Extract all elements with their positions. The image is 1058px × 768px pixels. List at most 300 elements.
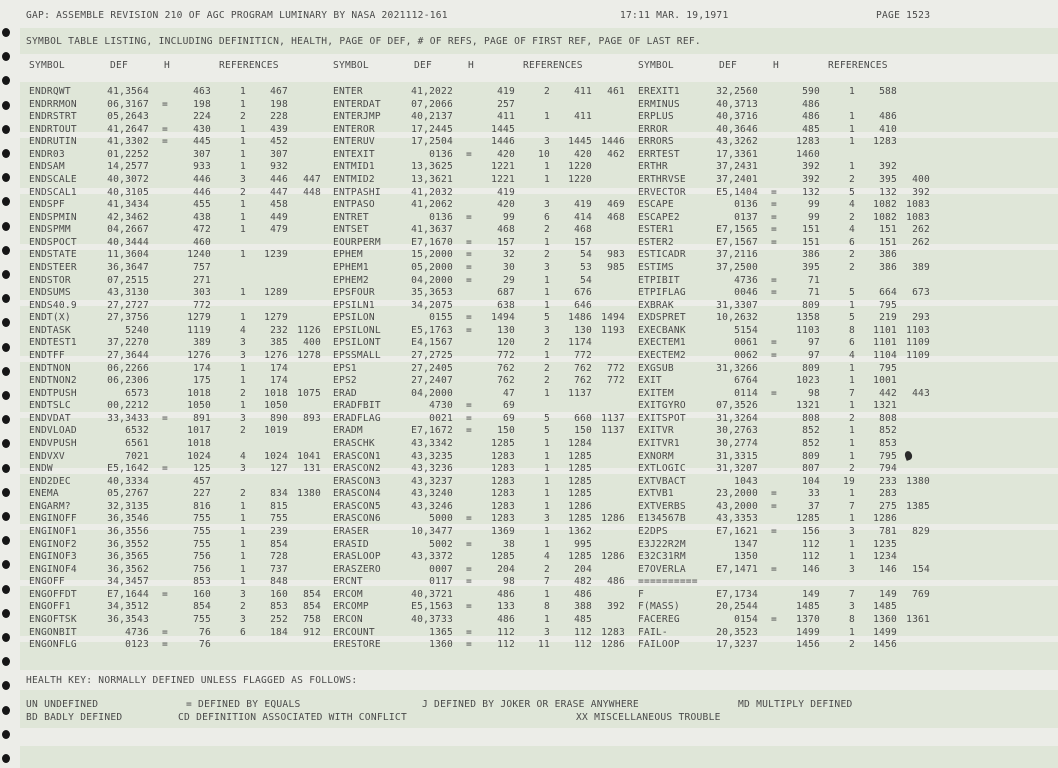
- cell-symbol: ENGINOF3: [29, 551, 77, 563]
- cell-page: 38: [503, 538, 515, 550]
- cell-first: 53: [580, 261, 592, 273]
- cell-first: 458: [270, 199, 288, 211]
- table-row: [0, 300, 1058, 312]
- cell-def: 05,2000: [411, 261, 453, 273]
- table-row: [0, 601, 1058, 613]
- cell-nrefs: 1: [240, 123, 246, 135]
- cell-nrefs: 2: [240, 425, 246, 437]
- cell-first: 795: [879, 362, 897, 374]
- cell-page: 307: [193, 148, 211, 160]
- cell-nrefs: 1: [240, 513, 246, 525]
- cell-symbol: E2DPS: [638, 525, 668, 537]
- cell-def: 0117: [429, 576, 453, 588]
- cell-nrefs: 1: [240, 312, 246, 324]
- cell-h: =: [771, 199, 777, 211]
- cell-last: 262: [912, 224, 930, 236]
- cell-h: =: [466, 211, 472, 223]
- column-header: REFERENCES: [523, 60, 583, 71]
- cell-page: 809: [802, 362, 820, 374]
- cell-first: 411: [574, 86, 592, 97]
- cell-nrefs: 19: [843, 475, 855, 487]
- cell-symbol: ESTER2: [638, 236, 674, 248]
- cell-symbol: ERCOM: [333, 588, 363, 600]
- cell-symbol: F(MASS): [638, 601, 680, 613]
- cell-first: 132: [879, 186, 897, 198]
- cell-symbol: EXITVR: [638, 425, 674, 437]
- cell-symbol: ENGOFF1: [29, 601, 71, 613]
- cell-page: 1446: [491, 136, 515, 148]
- cell-first: 1239: [264, 249, 288, 261]
- health-key-xx: XX MISCELLANEOUS TROUBLE: [576, 712, 721, 723]
- cell-first: 1174: [568, 337, 592, 349]
- cell-last: 262: [912, 236, 930, 248]
- cell-nrefs: 6: [849, 337, 855, 349]
- cell-nrefs: 1: [240, 551, 246, 563]
- cell-def: 36,3647: [107, 261, 149, 273]
- cell-def: E7,1734: [716, 588, 758, 600]
- cell-first: 395: [879, 173, 897, 185]
- cell-nrefs: 1: [849, 425, 855, 437]
- cell-first: 204: [574, 563, 592, 575]
- column-header: DEF: [719, 60, 737, 71]
- table-row: [0, 237, 1058, 249]
- cell-def: 37,2270: [107, 337, 149, 349]
- cell-first: 482: [574, 576, 592, 588]
- cell-last: 1286: [601, 513, 625, 525]
- cell-nrefs: 1: [240, 148, 246, 160]
- cell-nrefs: 7: [849, 500, 855, 512]
- cell-page: 125: [193, 463, 211, 475]
- column-header: H: [773, 60, 779, 71]
- cell-symbol: ERRORS: [638, 136, 674, 148]
- cell-page: 71: [808, 287, 820, 299]
- cell-symbol: EPSFOUR: [333, 287, 375, 299]
- cell-def: 31,3315: [716, 450, 758, 462]
- table-row: [0, 589, 1058, 601]
- cell-page: 687: [497, 287, 515, 299]
- cell-h: =: [466, 513, 472, 525]
- cell-page: 891: [193, 412, 211, 424]
- cell-page: 486: [802, 111, 820, 123]
- cell-symbol: ENDSPF: [29, 199, 65, 211]
- cell-page: 132: [802, 186, 820, 198]
- cell-page: 772: [497, 349, 515, 361]
- cell-last: 1278: [297, 349, 321, 361]
- cell-page: 1017: [187, 425, 211, 437]
- cell-nrefs: 1: [240, 525, 246, 537]
- cell-nrefs: 2: [240, 111, 246, 123]
- cell-nrefs: 1: [849, 136, 855, 148]
- table-row: [0, 124, 1058, 136]
- cell-last: 1126: [297, 324, 321, 336]
- cell-def: 37,2116: [716, 249, 758, 261]
- cell-first: 1234: [873, 551, 897, 563]
- cell-page: 1285: [491, 551, 515, 563]
- cell-nrefs: 7: [849, 387, 855, 399]
- cell-def: 43,3246: [411, 500, 453, 512]
- cell-nrefs: 1: [544, 588, 550, 600]
- cell-last: 983: [607, 249, 625, 261]
- cell-symbol: ESCAPE: [638, 199, 674, 211]
- cell-symbol: ENDSTATE: [29, 249, 77, 261]
- cell-first: 1276: [264, 349, 288, 361]
- cell-first: 728: [270, 551, 288, 563]
- table-row: [0, 224, 1058, 236]
- cell-def: 36,3543: [107, 613, 149, 625]
- cell-symbol: END2DEC: [29, 475, 71, 487]
- cell-nrefs: 1: [849, 400, 855, 412]
- cell-first: 447: [270, 186, 288, 198]
- cell-symbol: ENGARM?: [29, 500, 71, 512]
- table-row: [0, 539, 1058, 551]
- cell-def: 34,3512: [107, 601, 149, 613]
- cell-nrefs: 2: [544, 224, 550, 236]
- cell-symbol: ENGINOFF: [29, 513, 77, 525]
- cell-page: 411: [497, 111, 515, 123]
- cell-def: E7,1644: [107, 588, 149, 600]
- cell-nrefs: 1: [849, 299, 855, 311]
- cell-def: 34,3457: [107, 576, 149, 588]
- cell-nrefs: 6: [849, 236, 855, 248]
- cell-page: 1283: [491, 500, 515, 512]
- cell-def: 6573: [125, 387, 149, 399]
- cell-first: 1019: [264, 425, 288, 437]
- cell-symbol: ESTICADR: [638, 249, 686, 261]
- cell-nrefs: 2: [849, 249, 855, 261]
- cell-def: 06,2266: [107, 362, 149, 374]
- cell-nrefs: 2: [544, 249, 550, 261]
- cell-def: 07,2515: [107, 274, 149, 286]
- cell-def: 40,3072: [107, 173, 149, 185]
- cell-def: 36,3546: [107, 513, 149, 525]
- cell-first: 1284: [568, 437, 592, 449]
- cell-page: 1023: [796, 375, 820, 387]
- cell-page: 807: [802, 463, 820, 475]
- cell-last: 389: [912, 261, 930, 273]
- cell-first: 392: [879, 161, 897, 173]
- table-row: [0, 350, 1058, 362]
- cell-page: 455: [193, 199, 211, 211]
- cell-h: =: [466, 425, 472, 437]
- cell-last: 486: [607, 576, 625, 588]
- cell-page: 97: [808, 349, 820, 361]
- cell-def: 0007: [429, 563, 453, 575]
- cell-def: E5,1642: [107, 463, 149, 475]
- cell-symbol: ENGOFFDT: [29, 588, 77, 600]
- cell-page: 853: [193, 576, 211, 588]
- cell-symbol: EXTVBACT: [638, 475, 686, 487]
- cell-last: 1075: [297, 387, 321, 399]
- cell-symbol: ERTHRVSE: [638, 173, 686, 185]
- cell-page: 112: [497, 626, 515, 638]
- cell-nrefs: 1: [544, 173, 550, 185]
- cell-symbol: ERASID: [333, 538, 369, 550]
- cell-symbol: ENDTNON2: [29, 375, 77, 387]
- cell-nrefs: 7: [849, 588, 855, 600]
- cell-first: 808: [879, 412, 897, 424]
- cell-symbol: ESTER1: [638, 224, 674, 236]
- cell-nrefs: 1: [544, 387, 550, 399]
- cell-nrefs: 5: [544, 425, 550, 437]
- cell-symbol: EXITSPOT: [638, 412, 686, 424]
- cell-def: 33,3433: [107, 412, 149, 424]
- cell-def: 40,3444: [107, 236, 149, 248]
- cell-symbol: EPHEM2: [333, 274, 369, 286]
- cell-first: 890: [270, 412, 288, 424]
- cell-symbol: EPSILN1: [333, 299, 375, 311]
- cell-def: 41,3564: [107, 86, 149, 97]
- table-row: [0, 488, 1058, 500]
- cell-page: 71: [808, 274, 820, 286]
- cell-nrefs: 1: [544, 236, 550, 248]
- cell-last: 772: [607, 362, 625, 374]
- cell-nrefs: 1: [240, 287, 246, 299]
- health-key-bd: BD BADLY DEFINED: [26, 712, 123, 723]
- cell-page: 69: [503, 412, 515, 424]
- cell-def: 10,3477: [411, 525, 453, 537]
- cell-last: 1494: [601, 312, 625, 324]
- cell-first: 853: [270, 601, 288, 613]
- cell-nrefs: 1: [240, 538, 246, 550]
- cell-def: E7,1471: [716, 563, 758, 575]
- cell-def: E5,1763: [411, 324, 453, 336]
- cell-nrefs: 3: [240, 349, 246, 361]
- cell-page: 816: [193, 500, 211, 512]
- cell-def: 30,2763: [716, 425, 758, 437]
- cell-nrefs: 1: [544, 613, 550, 625]
- cell-page: 486: [802, 98, 820, 110]
- cell-page: 1285: [491, 437, 515, 449]
- cell-first: 1104: [873, 349, 897, 361]
- cell-def: 40,2137: [411, 111, 453, 123]
- cell-h: =: [466, 324, 472, 336]
- cell-page: 1221: [491, 161, 515, 173]
- table-row: [0, 614, 1058, 626]
- cell-symbol: ENDSPMM: [29, 224, 71, 236]
- cell-first: 815: [270, 500, 288, 512]
- cell-symbol: ENDSUMS: [29, 287, 71, 299]
- cell-symbol: E32C31RM: [638, 551, 686, 563]
- cell-nrefs: 3: [849, 525, 855, 537]
- cell-page: 463: [193, 86, 211, 97]
- table-row: [0, 476, 1058, 488]
- table-row: [0, 400, 1058, 412]
- cell-nrefs: 1: [544, 488, 550, 500]
- cell-def: 40,3105: [107, 186, 149, 198]
- cell-first: 1321: [873, 400, 897, 412]
- table-row: [0, 287, 1058, 299]
- cell-first: 1456: [873, 639, 897, 651]
- table-row: [0, 576, 1058, 588]
- cell-first: 1362: [568, 525, 592, 537]
- cell-symbol: EXIT: [638, 375, 662, 387]
- cell-symbol: ENDTSLC: [29, 400, 71, 412]
- cell-symbol: ERASCON6: [333, 513, 381, 525]
- cell-first: 762: [574, 375, 592, 387]
- column-header: SYMBOL: [29, 60, 65, 71]
- cell-first: 1220: [568, 173, 592, 185]
- cell-page: 389: [193, 337, 211, 349]
- table-row: [0, 262, 1058, 274]
- cell-h: =: [466, 538, 472, 550]
- cell-first: 446: [270, 173, 288, 185]
- cell-page: 1283: [491, 450, 515, 462]
- cell-page: 756: [193, 551, 211, 563]
- cell-def: 0155: [429, 312, 453, 324]
- table-row: [0, 375, 1058, 387]
- cell-h: =: [771, 211, 777, 223]
- cell-def: 4736: [734, 274, 758, 286]
- cell-def: 0046: [734, 287, 758, 299]
- cell-def: 04,2667: [107, 224, 149, 236]
- cell-def: 04,2000: [411, 387, 453, 399]
- cell-nrefs: 1: [849, 551, 855, 563]
- cell-page: 146: [802, 563, 820, 575]
- cell-page: 933: [193, 161, 211, 173]
- cell-page: 149: [802, 588, 820, 600]
- cell-first: 228: [270, 111, 288, 123]
- cell-nrefs: 1: [240, 136, 246, 148]
- cell-h: =: [466, 412, 472, 424]
- cell-def: 43,3130: [107, 287, 149, 299]
- cell-first: 1220: [568, 161, 592, 173]
- cell-symbol: ERASCON4: [333, 488, 381, 500]
- cell-page: 151: [802, 236, 820, 248]
- cell-first: 485: [574, 613, 592, 625]
- cell-nrefs: 2: [849, 639, 855, 651]
- cell-first: 1285: [568, 463, 592, 475]
- cell-h: =: [466, 261, 472, 273]
- cell-first: 932: [270, 161, 288, 173]
- cell-def: 43,3262: [716, 136, 758, 148]
- cell-nrefs: 2: [849, 261, 855, 273]
- cell-def: 07,2066: [411, 98, 453, 110]
- cell-page: 809: [802, 299, 820, 311]
- cell-page: 37: [808, 500, 820, 512]
- cell-page: 1018: [187, 437, 211, 449]
- cell-def: 06,3167: [107, 98, 149, 110]
- cell-first: 1050: [264, 400, 288, 412]
- cell-last: 769: [912, 588, 930, 600]
- cell-symbol: ENDSCAL1: [29, 186, 77, 198]
- cell-def: 4736: [125, 626, 149, 638]
- cell-nrefs: 1: [544, 349, 550, 361]
- cell-def: 40,3733: [411, 613, 453, 625]
- cell-page: 99: [808, 211, 820, 223]
- header-title: GAP: ASSEMBLE REVISION 210 OF AGC PROGRAM LUMINARY BY NASA 2021112-161: [26, 10, 448, 21]
- cell-page: 98: [808, 387, 820, 399]
- cell-page: 175: [193, 375, 211, 387]
- table-row: [0, 86, 1058, 98]
- cell-def: 06,2306: [107, 375, 149, 387]
- cell-last: 1109: [906, 349, 930, 361]
- cell-nrefs: 3: [240, 463, 246, 475]
- cell-def: 30,2774: [716, 437, 758, 449]
- cell-def: 37,2401: [716, 173, 758, 185]
- cell-symbol: ENDTEST1: [29, 337, 77, 349]
- cell-page: 160: [193, 588, 211, 600]
- cell-nrefs: 2: [240, 488, 246, 500]
- header-time: 17:11 MAR. 19,1971: [620, 10, 729, 21]
- cell-h: =: [162, 463, 168, 475]
- cell-symbol: ENDR03: [29, 148, 65, 160]
- cell-first: 130: [574, 324, 592, 336]
- cell-nrefs: 3: [544, 324, 550, 336]
- cell-page: 395: [802, 261, 820, 273]
- cell-last: 154: [912, 563, 930, 575]
- cell-nrefs: 3: [240, 337, 246, 349]
- cell-first: 1286: [568, 500, 592, 512]
- cell-page: 755: [193, 538, 211, 550]
- cell-symbol: EPHEM: [333, 249, 363, 261]
- cell-last: 1137: [601, 425, 625, 437]
- cell-def: 17,3361: [716, 148, 758, 160]
- cell-page: 150: [497, 425, 515, 437]
- cell-first: 1279: [264, 312, 288, 324]
- cell-def: 32,3135: [107, 500, 149, 512]
- cell-symbol: ERCOUNT: [333, 626, 375, 638]
- cell-symbol: ENGONBIT: [29, 626, 77, 638]
- cell-h: =: [771, 500, 777, 512]
- cell-last: 912: [303, 626, 321, 638]
- cell-h: =: [466, 236, 472, 248]
- cell-page: 1018: [187, 387, 211, 399]
- cell-symbol: ENGONFLG: [29, 639, 77, 651]
- cell-first: 781: [879, 525, 897, 537]
- cell-def: 11,3604: [107, 249, 149, 261]
- cell-def: 17,3237: [716, 639, 758, 651]
- cell-def: 13,3621: [411, 173, 453, 185]
- column-header: DEF: [110, 60, 128, 71]
- cell-symbol: ERCNT: [333, 576, 363, 588]
- feed-hole: [2, 754, 10, 763]
- cell-symbol: EPSILONT: [333, 337, 381, 349]
- table-row: [0, 187, 1058, 199]
- cell-def: 0061: [734, 337, 758, 349]
- cell-h: =: [162, 639, 168, 651]
- cell-page: 224: [193, 111, 211, 123]
- cell-first: 112: [574, 626, 592, 638]
- table-row: [0, 564, 1058, 576]
- cell-h: =: [466, 576, 472, 588]
- cell-symbol: ENTEROR: [333, 123, 375, 135]
- cell-first: 411: [574, 111, 592, 123]
- cell-def: 35,3653: [411, 287, 453, 299]
- cell-last: 1446: [601, 136, 625, 148]
- cell-first: 157: [574, 236, 592, 248]
- cell-def: 7021: [125, 450, 149, 462]
- cell-nrefs: 1: [240, 161, 246, 173]
- cell-page: 1283: [491, 463, 515, 475]
- cell-first: 1001: [873, 375, 897, 387]
- cell-def: 41,2022: [411, 86, 453, 97]
- cell-first: 852: [879, 425, 897, 437]
- table-row: [0, 551, 1058, 563]
- cell-def: 40,3716: [716, 111, 758, 123]
- cell-def: 27,2725: [411, 349, 453, 361]
- cell-page: 1103: [796, 324, 820, 336]
- cell-symbol: ENDSAM: [29, 161, 65, 173]
- cell-symbol: EXECBANK: [638, 324, 686, 336]
- cell-nrefs: 4: [240, 324, 246, 336]
- cell-h: =: [466, 601, 472, 613]
- cell-last: 1380: [297, 488, 321, 500]
- cell-nrefs: 1: [240, 362, 246, 374]
- cell-def: 36,3552: [107, 538, 149, 550]
- cell-symbol: ERASCON3: [333, 475, 381, 487]
- table-row: [0, 111, 1058, 123]
- cell-def: 43,3353: [716, 513, 758, 525]
